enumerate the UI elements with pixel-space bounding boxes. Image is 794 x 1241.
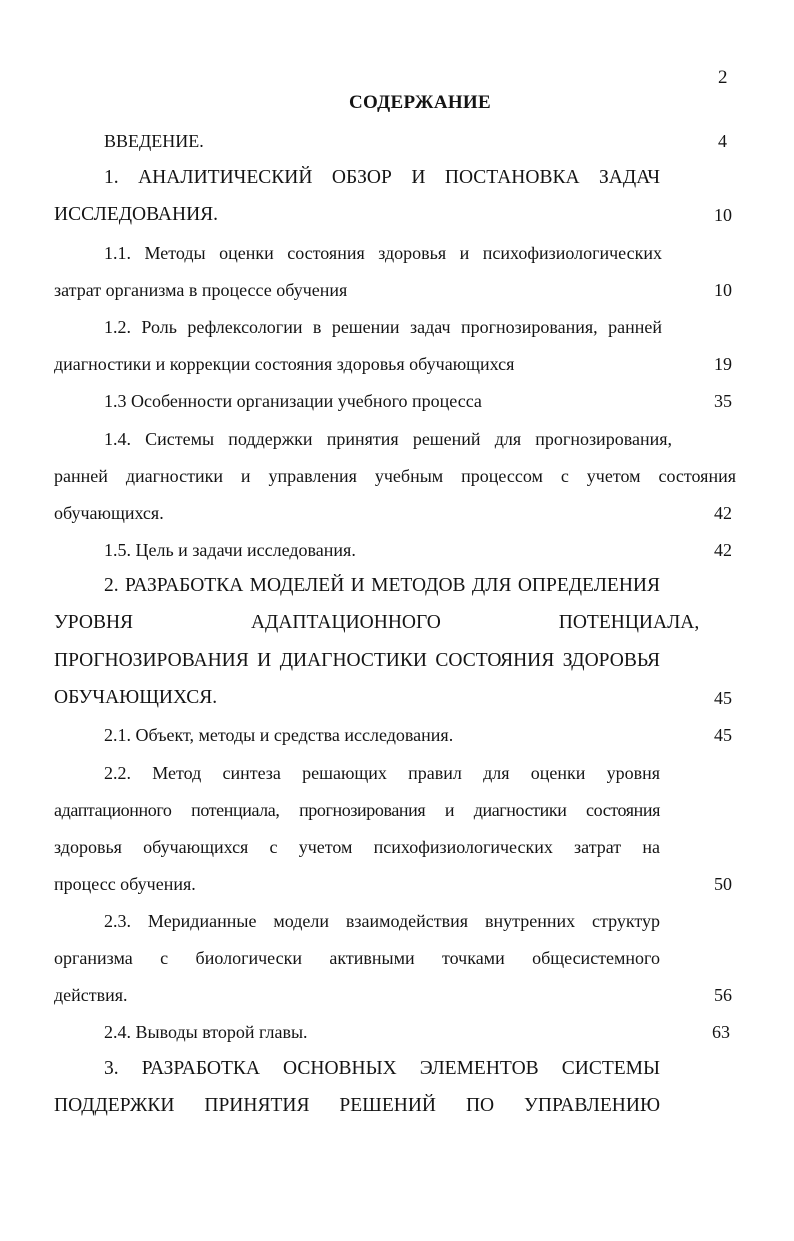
toc-s2-3-line1: 2.3. Меридианные модели взаимодействия внутренних структур — [104, 911, 660, 931]
toc-ch1-line2: ИССЛЕДОВАНИЯ. — [54, 204, 219, 225]
toc-ch3-line1: 3. РАЗРАБОТКА ОСНОВНЫХ ЭЛЕМЕНТОВ СИСТЕМЫ — [104, 1058, 660, 1079]
toc-ch2-line3: ПРОГНОЗИРОВАНИЯ И ДИАГНОСТИКИ СОСТОЯНИЯ ЗДОРОВЬЯ — [54, 650, 660, 671]
toc-s2-1-text: 2.1. Объект, методы и средства исследования. — [104, 725, 454, 745]
toc-ch1-line1: 1. АНАЛИТИЧЕСКИЙ ОБЗОР И ПОСТАНОВКА ЗАДАЧ — [104, 167, 660, 188]
page-title: СОДЕРЖАНИЕ — [349, 92, 491, 113]
toc-s2-4-text: 2.4. Выводы второй главы. — [104, 1022, 308, 1042]
toc-ch3-line2: ПОДДЕРЖКИ ПРИНЯТИЯ РЕШЕНИЙ ПО УПРАВЛЕНИЮ — [54, 1095, 660, 1116]
toc-intro-text: ВВЕДЕНИЕ. — [104, 131, 204, 151]
toc-s2-3-line3: действия. — [54, 985, 128, 1005]
toc-s2-2-line1: 2.2. Метод синтеза решающих правил для оценки уровня — [104, 763, 660, 783]
toc-s1-4-page: 42 — [714, 503, 732, 523]
toc-s1-2-line2: диагностики и коррекции состояния здоровья обучающихся — [54, 354, 515, 374]
toc-ch2-page: 45 — [714, 688, 732, 708]
toc-s1-4-line1: 1.4. Системы поддержки принятия решений для прогнозирования, — [104, 429, 672, 449]
toc-s1-5-text: 1.5. Цель и задачи исследования. — [104, 540, 356, 560]
toc-s2-1-page: 45 — [714, 725, 732, 745]
toc-s1-2-line1: 1.2. Роль рефлексологии в решении задач прогнозирования, ранней — [104, 317, 662, 337]
toc-s2-2-page: 50 — [714, 874, 732, 894]
toc-s2-2-line4: процесс обучения. — [54, 874, 196, 894]
toc-s2-2-line3: здоровья обучающихся с учетом психофизиологических затрат на — [54, 837, 660, 857]
toc-s1-4-line2: ранней диагностики и управления учебным процессом с учетом состояния — [54, 466, 736, 486]
toc-s2-4-page: 63 — [712, 1022, 730, 1042]
toc-s2-3-page: 56 — [714, 985, 732, 1005]
toc-s2-3-line2: организма с биологически активными точками общесистемного — [54, 948, 660, 968]
toc-s2-2-line2: адаптационного потенциала, прогнозирования и диагностики состояния — [54, 800, 660, 820]
toc-s1-1-line2: затрат организма в процессе обучения — [54, 280, 348, 300]
toc-s1-2-page: 19 — [714, 354, 732, 374]
toc-s1-3-page: 35 — [714, 391, 732, 411]
toc-s1-1-line1: 1.1. Методы оценки состояния здоровья и психофизиологических — [104, 243, 662, 263]
toc-s1-4-line3: обучающихся. — [54, 503, 164, 523]
page-number: 2 — [718, 67, 728, 88]
toc-ch2-line1: 2. РАЗРАБОТКА МОДЕЛЕЙ И МЕТОДОВ ДЛЯ ОПРЕДЕЛЕНИЯ — [104, 575, 660, 596]
toc-s1-3-text: 1.3 Особенности организации учебного процесса — [104, 391, 482, 411]
toc-ch1-page: 10 — [714, 205, 732, 225]
toc-intro-page: 4 — [718, 131, 727, 151]
toc-ch2-line2: УРОВНЯ АДАПТАЦИОННОГО ПОТЕНЦИАЛА, — [54, 612, 700, 633]
toc-s1-1-page: 10 — [714, 280, 732, 300]
toc-s1-5-page: 42 — [714, 540, 732, 560]
toc-ch2-line4: ОБУЧАЮЩИХСЯ. — [54, 687, 218, 708]
